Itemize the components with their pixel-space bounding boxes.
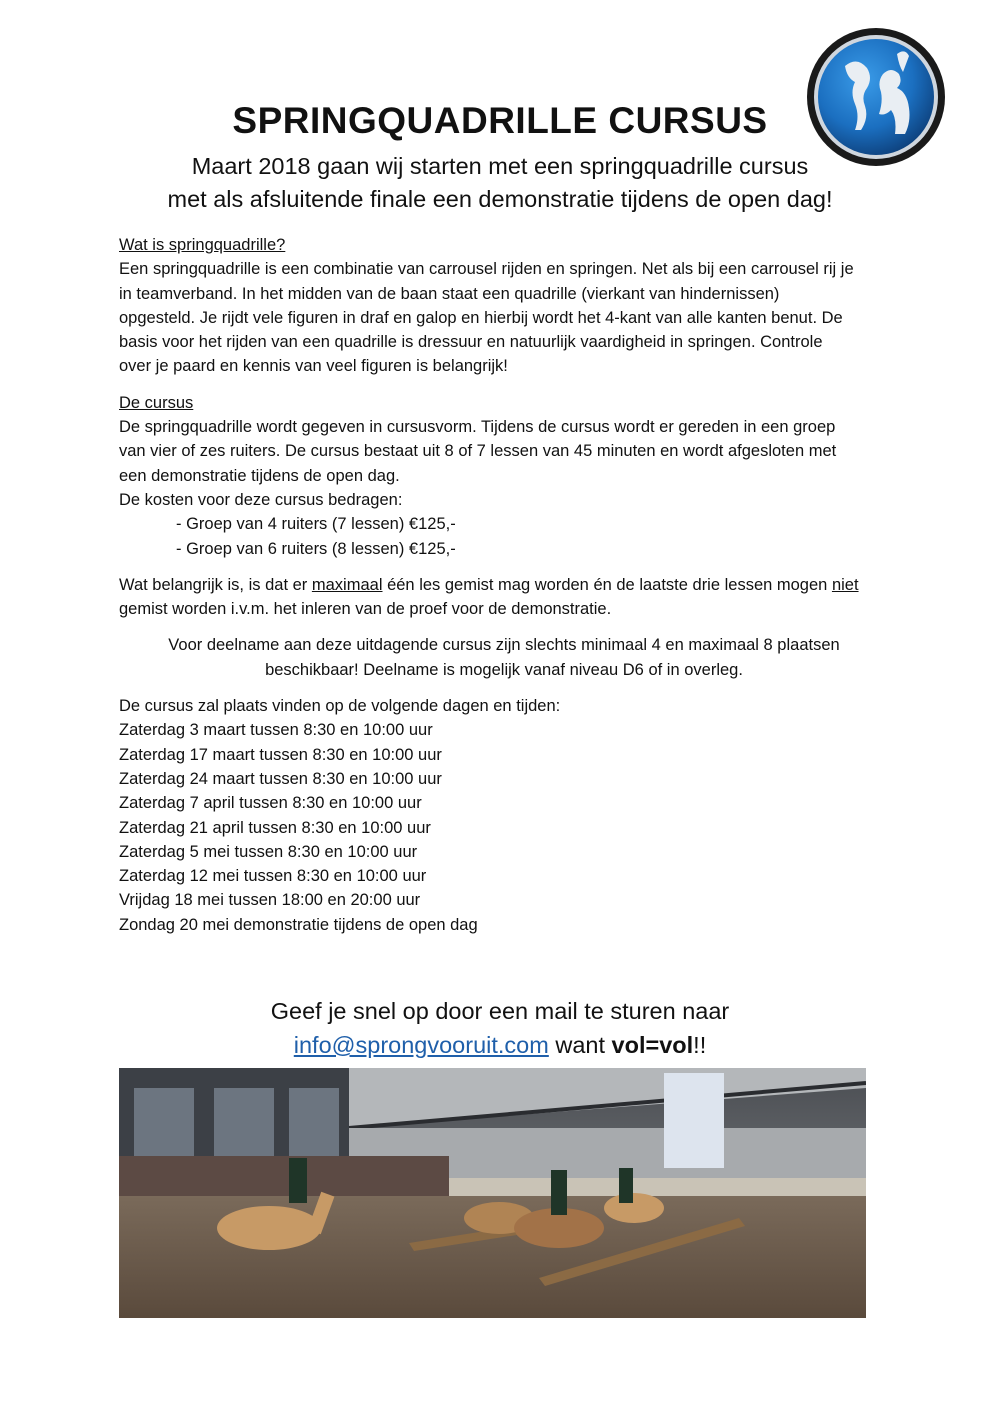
what-line: opgesteld. Je rijdt vele figuren in draf en galop en hierbij wordt het 4-kant van alle kanten benut. De — [119, 308, 843, 327]
schedule-date: Zaterdag 12 mei tussen 8:30 en 10:00 uur — [119, 867, 427, 886]
course-line: van vier of zes ruiters. De cursus bestaat uit 8 of 7 lessen van 45 minuten en wordt afgesloten met — [119, 442, 837, 461]
cta-text: want — [548, 1032, 612, 1058]
document-body — [119, 233, 889, 937]
cta-bold: vol=vol — [611, 1032, 694, 1058]
schedule-intro: De cursus zal plaats vinden op de volgende dagen en tijden: — [119, 697, 561, 716]
important-emphasis: niet — [831, 575, 859, 594]
section-heading-course: De cursus — [119, 393, 194, 412]
cost-item: - Groep van 4 ruiters (7 lessen) €125,- — [176, 515, 456, 534]
schedule-date: Zaterdag 7 april tussen 8:30 en 10:00 uur — [119, 794, 422, 813]
call-to-action — [0, 994, 1000, 1062]
subtitle-line-1: Maart 2018 gaan wij starten met een springquadrille cursus — [191, 153, 809, 179]
important-text: één les gemist mag worden én de laatste drie lessen mogen — [382, 575, 832, 594]
horse-rider-logo-icon — [805, 26, 947, 168]
section-heading-what: Wat is springquadrille? — [119, 236, 286, 254]
schedule-date: Zaterdag 24 maart tussen 8:30 en 10:00 uur — [119, 769, 442, 788]
schedule-date: Zaterdag 5 mei tussen 8:30 en 10:00 uur — [119, 842, 418, 861]
schedule-date: Zondag 20 mei demonstratie tijdens de open dag — [119, 915, 478, 934]
email-link[interactable]: info@sprongvooruit.com — [293, 1032, 549, 1058]
cta-line-2 — [0, 1028, 1000, 1062]
schedule-date: Zaterdag 3 maart tussen 8:30 en 10:00 uur — [119, 721, 433, 740]
schedule-date: Vrijdag 18 mei tussen 18:00 en 20:00 uur — [119, 891, 421, 910]
what-line: over je paard en kennis van veel figuren is belangrijk! — [119, 357, 508, 376]
important-emphasis: maximaal — [311, 575, 383, 594]
cta-text: !! — [693, 1032, 707, 1058]
course-line: De kosten voor deze cursus bedragen: — [119, 490, 403, 509]
subtitle — [60, 150, 940, 216]
schedule-date: Zaterdag 21 april tussen 8:30 en 10:00 uur — [119, 818, 431, 837]
schedule-date: Zaterdag 17 maart tussen 8:30 en 10:00 uur — [119, 745, 442, 764]
what-line: basis voor het rijden van een quadrille is dressuur en natuurlijk vaardigheid in springen. Controle — [119, 333, 823, 352]
riding-arena-photo — [119, 1068, 866, 1318]
subtitle-line-2: met als afsluitende finale een demonstratie tijdens de open dag! — [167, 186, 833, 212]
important-line-1 — [119, 573, 889, 597]
what-line: Een springquadrille is een combinatie van carrousel rijden en springen. Net als bij een carrousel rij je — [119, 260, 854, 279]
cta-line-1: Geef je snel op door een mail te sturen naar — [270, 998, 730, 1024]
what-line: in teamverband. In het midden van de baan staat een quadrille (vierkant van hindernissen) — [119, 284, 780, 303]
course-line: De springquadrille wordt gegeven in cursusvorm. Tijdens de cursus wordt er gereden in een groep — [119, 418, 836, 437]
course-line: een demonstratie tijdens de open dag. — [119, 466, 400, 485]
page-title: SPRINGQUADRILLE CURSUS — [232, 100, 768, 141]
important-line-2: gemist worden i.v.m. het inleren van de proef voor de demonstratie. — [119, 600, 612, 619]
participation-line-2: beschikbaar! Deelname is mogelijk vanaf niveau D6 of in overleg. — [265, 660, 743, 679]
important-text: Wat belangrijk is, is dat er — [119, 575, 312, 594]
cost-item: - Groep van 6 ruiters (8 lessen) €125,- — [176, 539, 456, 558]
participation-line-1: Voor deelname aan deze uitdagende cursus zijn slechts minimaal 4 en maximaal 8 plaatsen — [168, 636, 840, 655]
